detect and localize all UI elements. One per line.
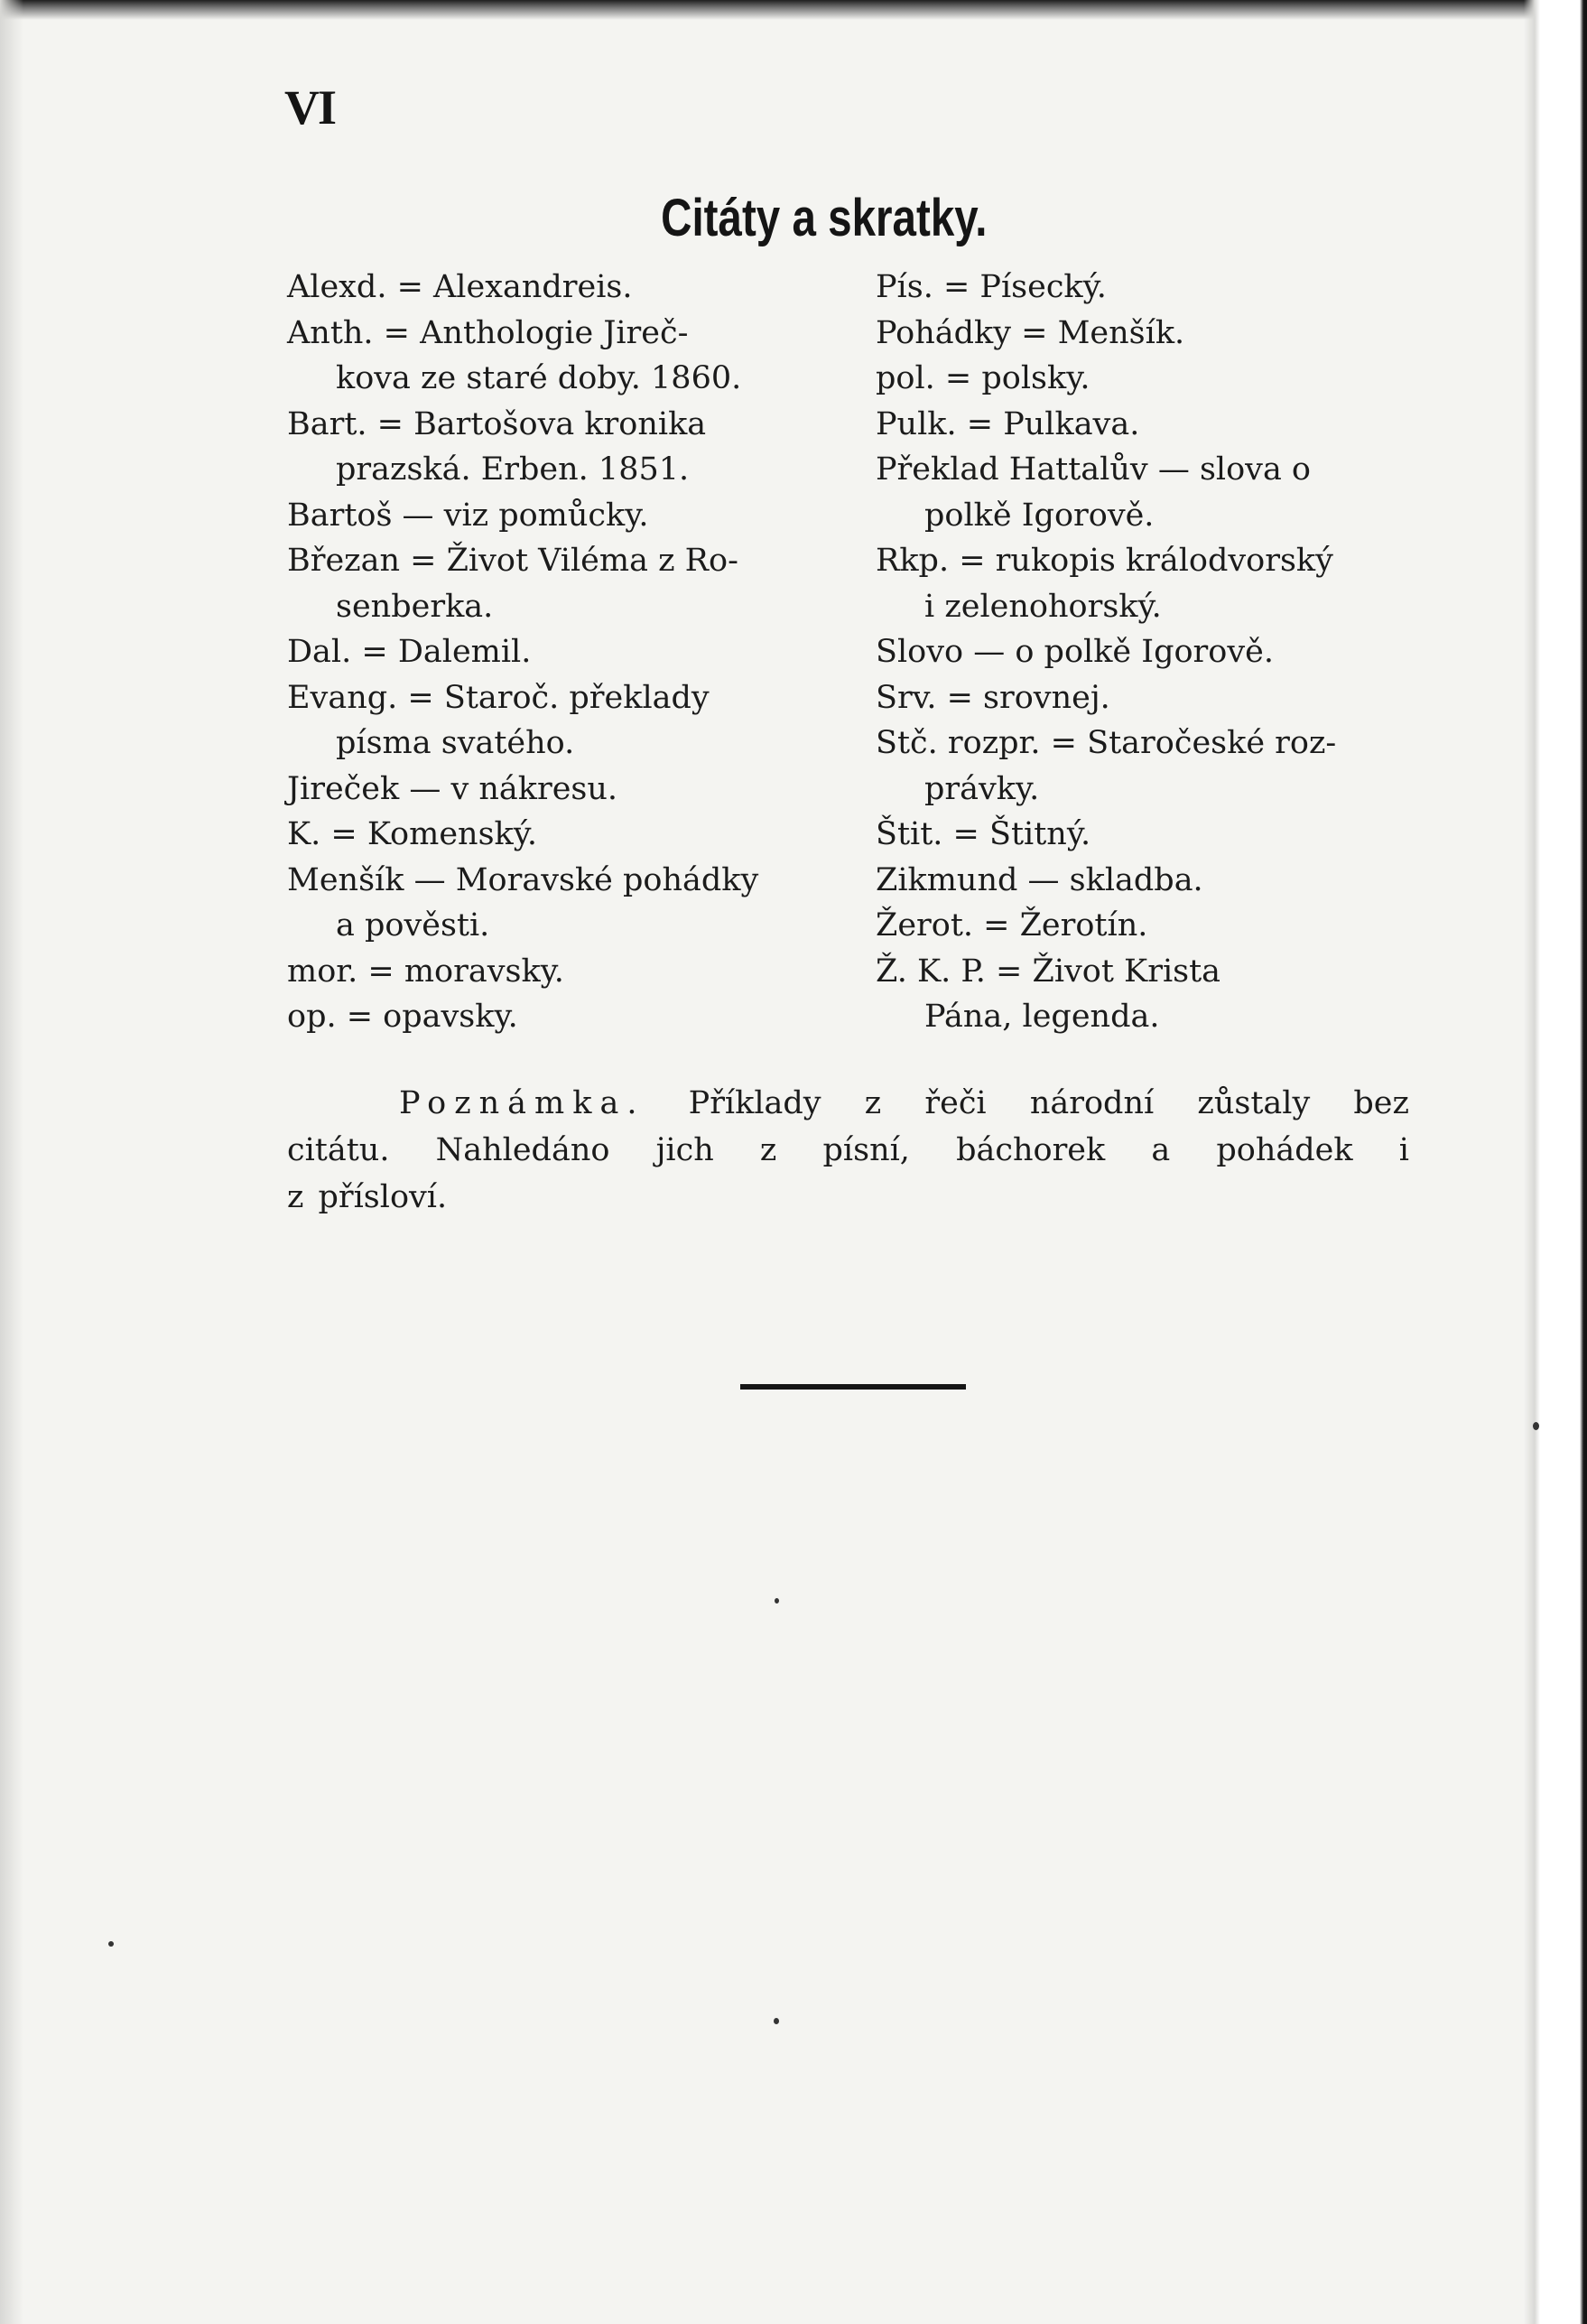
note-word: citátu. [287, 1132, 390, 1168]
note-word: z [759, 1132, 777, 1168]
abbreviation-line: Stč. rozpr. = Staročeské roz- [876, 725, 1337, 761]
note-word: z [864, 1085, 882, 1121]
abbreviation-line: mor. = moravsky. [287, 953, 564, 990]
page-title: Citáty a skratky. [661, 189, 988, 247]
note-word: a [1151, 1132, 1171, 1168]
page-number: VI [284, 80, 336, 135]
note-word: z [287, 1179, 304, 1215]
scan-speck [1533, 1422, 1539, 1430]
abbreviation-line: pol. = polsky. [876, 360, 1090, 396]
note-word: Příklady [688, 1085, 821, 1121]
abbreviation-line: Zikmund — skladba. [876, 861, 1203, 898]
abbreviation-line: Pís. = Písecký. [876, 269, 1107, 305]
abbreviation-line: Evang. = Staroč. překlady [287, 679, 710, 716]
note-word: písní, [822, 1132, 910, 1168]
scan-speck [108, 1941, 114, 1947]
note-word: jich [655, 1132, 714, 1168]
note-word: pohádek [1216, 1132, 1353, 1168]
abbreviation-line: Alexd. = Alexandreis. [287, 269, 633, 305]
abbreviation-line: kova ze staré doby. 1860. [336, 360, 742, 396]
scan-right-edge [1524, 0, 1587, 2324]
scan-top-shadow [0, 0, 1587, 20]
abbreviations-right-column [876, 265, 1417, 1040]
abbreviation-line: a pověsti. [336, 907, 490, 944]
note-word: národní [1029, 1085, 1155, 1121]
scan-speck [775, 1598, 779, 1604]
abbreviation-line: Menšík — Moravské pohádky [287, 861, 759, 898]
abbreviation-line: Překlad Hattalův — slova o [876, 451, 1312, 488]
abbreviation-line: Dal. = Dalemil. [287, 634, 532, 670]
abbreviation-line: Anth. = Anthologie Jireč- [287, 314, 689, 351]
abbreviation-line: Ž. K. P. = Život Krista [876, 953, 1221, 990]
abbreviations-left-column [287, 265, 829, 1040]
note-word: zůstaly [1197, 1085, 1311, 1121]
note-word: řeči [924, 1085, 987, 1121]
note-word: přísloví. [318, 1179, 448, 1215]
section-end-rule [740, 1384, 966, 1390]
abbreviation-line: Březan = Život Viléma z Ro- [287, 543, 738, 579]
abbreviation-line: Srv. = srovnej. [876, 679, 1110, 716]
note-word: i [1398, 1132, 1409, 1168]
abbreviation-line: i zelenohorský. [924, 588, 1162, 625]
scan-left-edge [0, 0, 23, 2324]
note-line [287, 1127, 1409, 1174]
abbreviation-line: senberka. [336, 588, 494, 625]
note-paragraph [287, 1080, 1409, 1221]
note-word: báchorek [956, 1132, 1106, 1168]
abbreviation-line: Rkp. = rukopis králodvorský [876, 543, 1333, 579]
abbreviation-line: Žerot. = Žerotín. [876, 907, 1148, 944]
abbreviation-line: právky. [924, 770, 1040, 807]
note-word: Nahledáno [435, 1132, 610, 1168]
abbreviation-line: op. = opavsky. [287, 999, 518, 1035]
abbreviation-line: Bartoš — viz pomůcky. [287, 497, 649, 534]
abbreviation-line: Pána, legenda. [924, 999, 1160, 1035]
abbreviation-line: Bart. = Bartošova kronika [287, 405, 707, 442]
abbreviation-line: K. = Komenský. [287, 816, 537, 852]
abbreviation-line: Slovo — o polkě Igorově. [876, 634, 1274, 670]
abbreviation-line: Jireček — v nákresu. [287, 770, 618, 807]
note-line [287, 1174, 1409, 1221]
abbreviation-line: Pohádky = Menšík. [876, 314, 1185, 351]
note-word: bez [1353, 1085, 1409, 1121]
abbreviation-line: Pulk. = Pulkava. [876, 405, 1140, 442]
abbreviation-line: polkě Igorově. [924, 497, 1155, 534]
scan-speck [774, 2018, 779, 2024]
abbreviation-line: Štit. = Štitný. [876, 816, 1091, 852]
abbreviation-line: písma svatého. [336, 725, 575, 761]
abbreviation-line: prazská. Erben. 1851. [336, 451, 690, 488]
note-line [287, 1080, 1409, 1127]
note-label: Poznámka. [399, 1085, 645, 1121]
